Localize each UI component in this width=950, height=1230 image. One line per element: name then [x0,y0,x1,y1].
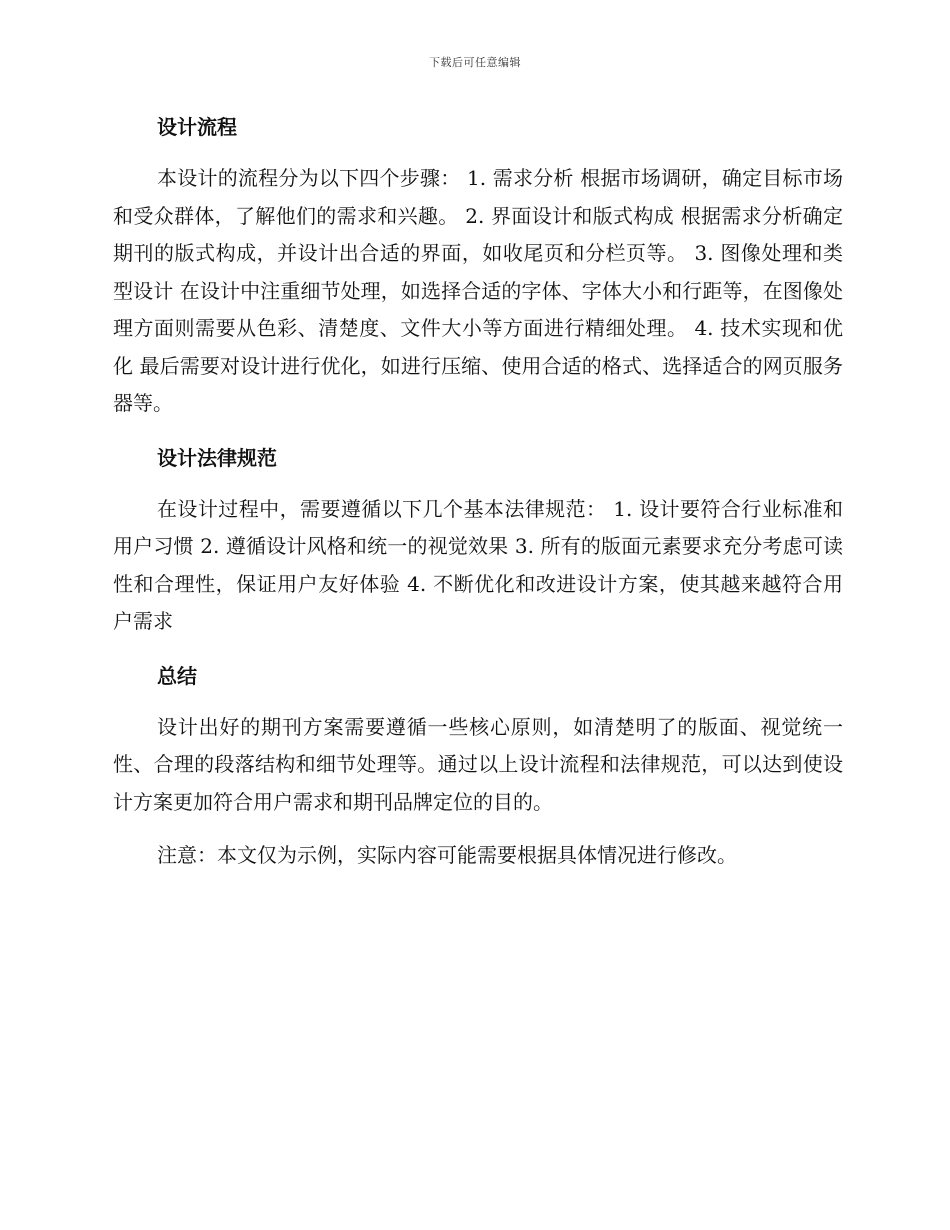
section-body-legal-norms: 在设计过程中，需要遵循以下几个基本法律规范： 1. 设计要符合行业标准和用户习惯 2. 遵循设计风格和统一的视觉效果 3. 所有的版面元素要求充分考虑可读性和合理性，保证用户友好体验 4. 不断优化和改进设计方案，使其越来越符合用户需求 [113,496,843,633]
section-title-summary: 总结 [157,663,197,688]
section-body-design-process: 本设计的流程分为以下四个步骤： 1. 需求分析 根据市场调研，确定目标市场和受众群体，了解他们的需求和兴趣。 2. 界面设计和版式构成 根据需求分析确定期刊的版式构成，并设计出合适的界面，如收尾页和分栏页等。 3. 图像处理和类型设计 在设计中注重细节处理，如选择合适的字体、字体大小和行距等，在图像处理方面则需要从色彩、清楚度、文件大小等方面进行精细处理。 4. 技术实现和优化 最后需要对设计进行优化，如进行压缩、使用合适的格式、选择适合的网页服务器等。 [113,166,843,415]
section-title-design-process: 设计流程 [157,115,237,139]
section-body-summary: 设计出好的期刊方案需要遵循一些核心原则，如清楚明了的版面、视觉统一性、合理的段落结构和细节处理等。通过以上设计流程和法律规范，可以达到使设计方案更加符合用户需求和期刊品牌定位的目的。 [113,714,843,814]
page-header: 下载后可任意编辑 [429,56,521,69]
note-paragraph: 注意：本文仅为示例，实际内容可能需要根据具体情况进行修改。 [157,843,737,867]
document-content [113,108,843,891]
section-title-legal-norms: 设计法律规范 [157,445,277,470]
